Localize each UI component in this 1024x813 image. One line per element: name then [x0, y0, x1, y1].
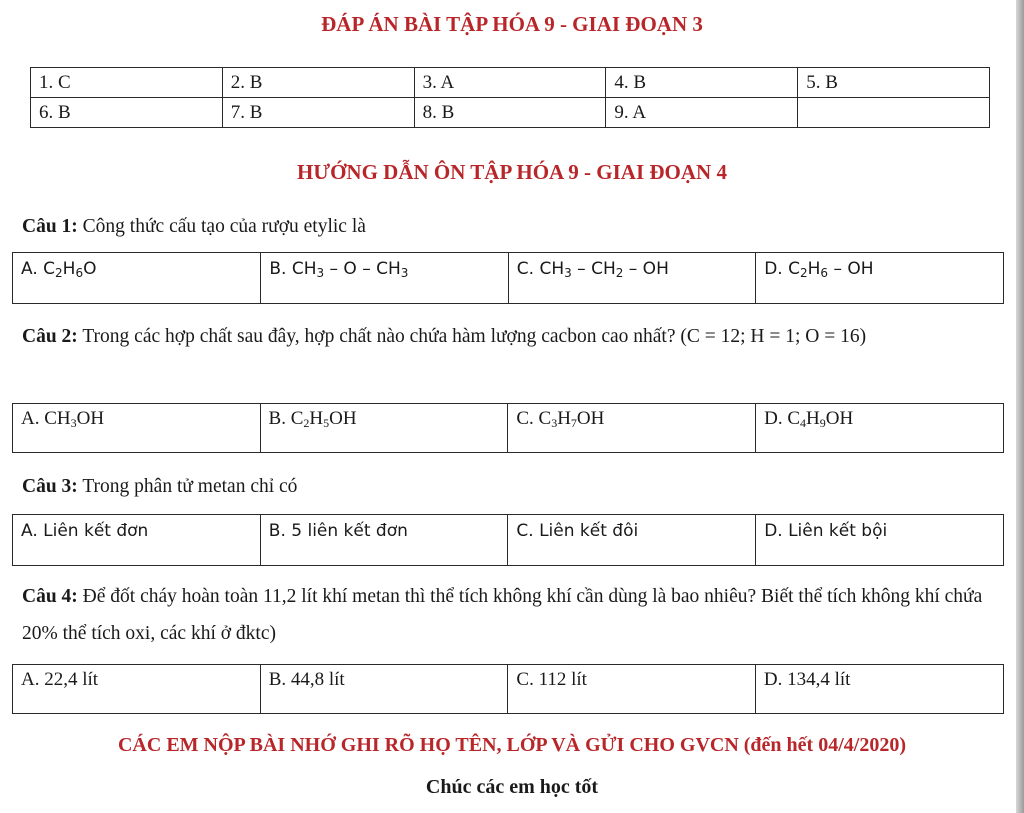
table-row — [13, 515, 1004, 566]
option-b: B. $CH_3$ – O – $CH_3$ — [261, 253, 508, 304]
table-row — [13, 253, 1004, 304]
question-text: Công thức cấu tạo của rượu etylic là — [77, 216, 366, 237]
answer-cell: 2. B — [222, 68, 414, 98]
answer-cell: 1. C — [31, 68, 223, 98]
answer-cell: 5. B — [798, 68, 990, 98]
formula-subscript: 2 — [615, 266, 624, 280]
answer-key-title: ĐÁP ÁN BÀI TẬP HÓA 9 - GIAI ĐOẠN 3 — [321, 12, 703, 36]
option-d: D. 134,4 lít — [755, 665, 1003, 714]
table-row — [31, 68, 990, 98]
question-label: Câu 4: — [22, 586, 78, 607]
formula-subscript: 3 — [316, 266, 325, 280]
question-3-options — [12, 514, 1004, 566]
question-label: Câu 2: — [22, 326, 78, 347]
option-b: B. $C_2H_5OH$ — [260, 404, 508, 453]
question-1-options — [12, 252, 1004, 304]
answer-cell: 4. B — [606, 68, 798, 98]
option-c: C. Liên kết đôi — [508, 515, 756, 566]
question-label: Câu 3: — [22, 476, 78, 497]
question-text: Trong phân tử metan chỉ có — [77, 476, 298, 497]
question-text: Trong các hợp chất sau đây, hợp chất nào chứa hàm lượng cacbon cao nhất? (C = 12; H = 1; O = 16) — [77, 326, 867, 347]
option-d: D. Liên kết bội — [756, 515, 1004, 566]
question-2 — [22, 318, 1002, 355]
option-b: B. 5 liên kết đơn — [260, 515, 508, 566]
formula-subscript: 3 — [564, 266, 572, 280]
formula-subscript: 2 — [55, 266, 63, 280]
answer-key-table — [30, 67, 990, 128]
answer-cell: 3. A — [414, 68, 606, 98]
formula-subscript: 7 — [570, 416, 577, 430]
answer-cell: 6. B — [31, 98, 223, 128]
option-c: C. $CH_3 - CH_2$ – OH — [508, 253, 755, 304]
option-c: C. $C_3H_7OH$ — [508, 404, 756, 453]
option-d: D. $C_2H_6$ – OH — [756, 253, 1004, 304]
formula-subscript: 4 — [800, 416, 807, 430]
table-row — [13, 404, 1004, 453]
answer-cell: 8. B — [414, 98, 606, 128]
page-edge-shadow — [1016, 0, 1024, 813]
option-d: D. $C_4H_9OH$ — [756, 404, 1004, 453]
answer-cell: 7. B — [222, 98, 414, 128]
option-a: A. Liên kết đơn — [13, 515, 261, 566]
option-a: A. 22,4 lít — [13, 665, 261, 714]
formula-subscript: 3 — [551, 416, 558, 430]
formula-subscript: 6 — [75, 266, 84, 280]
question-3 — [22, 468, 1002, 505]
formula-subscript: 9 — [819, 416, 826, 430]
question-4 — [22, 578, 1002, 652]
option-a: A. $CH_3OH$ — [13, 404, 261, 453]
formula-subscript: 2 — [303, 416, 310, 430]
formula-subscript: 3 — [70, 416, 77, 430]
question-label: Câu 1: — [22, 216, 78, 237]
closing-message: Chúc các em học tốt — [425, 776, 599, 798]
table-row — [13, 665, 1004, 714]
formula-subscript: 3 — [400, 266, 409, 280]
option-b: B. 44,8 lít — [260, 665, 508, 714]
option-a: A. $C_2H_6O$ — [13, 253, 261, 304]
formula-subscript: 2 — [799, 266, 808, 280]
formula-subscript: 5 — [323, 416, 330, 430]
answer-cell — [798, 98, 990, 128]
formula-subscript: 6 — [820, 266, 829, 280]
answer-cell: 9. A — [606, 98, 798, 128]
question-2-options — [12, 403, 1004, 453]
submission-notice: CÁC EM NỘP BÀI NHỚ GHI RÕ HỌ TÊN, LỚP VÀ GỬI CHO GVCN (đến hết 04/4/2020) — [117, 734, 906, 756]
table-row — [31, 98, 990, 128]
question-4-options — [12, 664, 1004, 714]
question-1 — [22, 208, 1002, 245]
review-guide-title: HƯỚNG DẪN ÔN TẬP HÓA 9 - GIAI ĐOẠN 4 — [297, 160, 727, 184]
option-c: C. 112 lít — [508, 665, 755, 714]
question-text: Để đốt cháy hoàn toàn 11,2 lít khí metan thì thể tích không khí cần dùng là bao nhiêu? Biết thể tích không khí chứa 20% thể tích oxi, các khí ở đktc) — [22, 586, 983, 644]
